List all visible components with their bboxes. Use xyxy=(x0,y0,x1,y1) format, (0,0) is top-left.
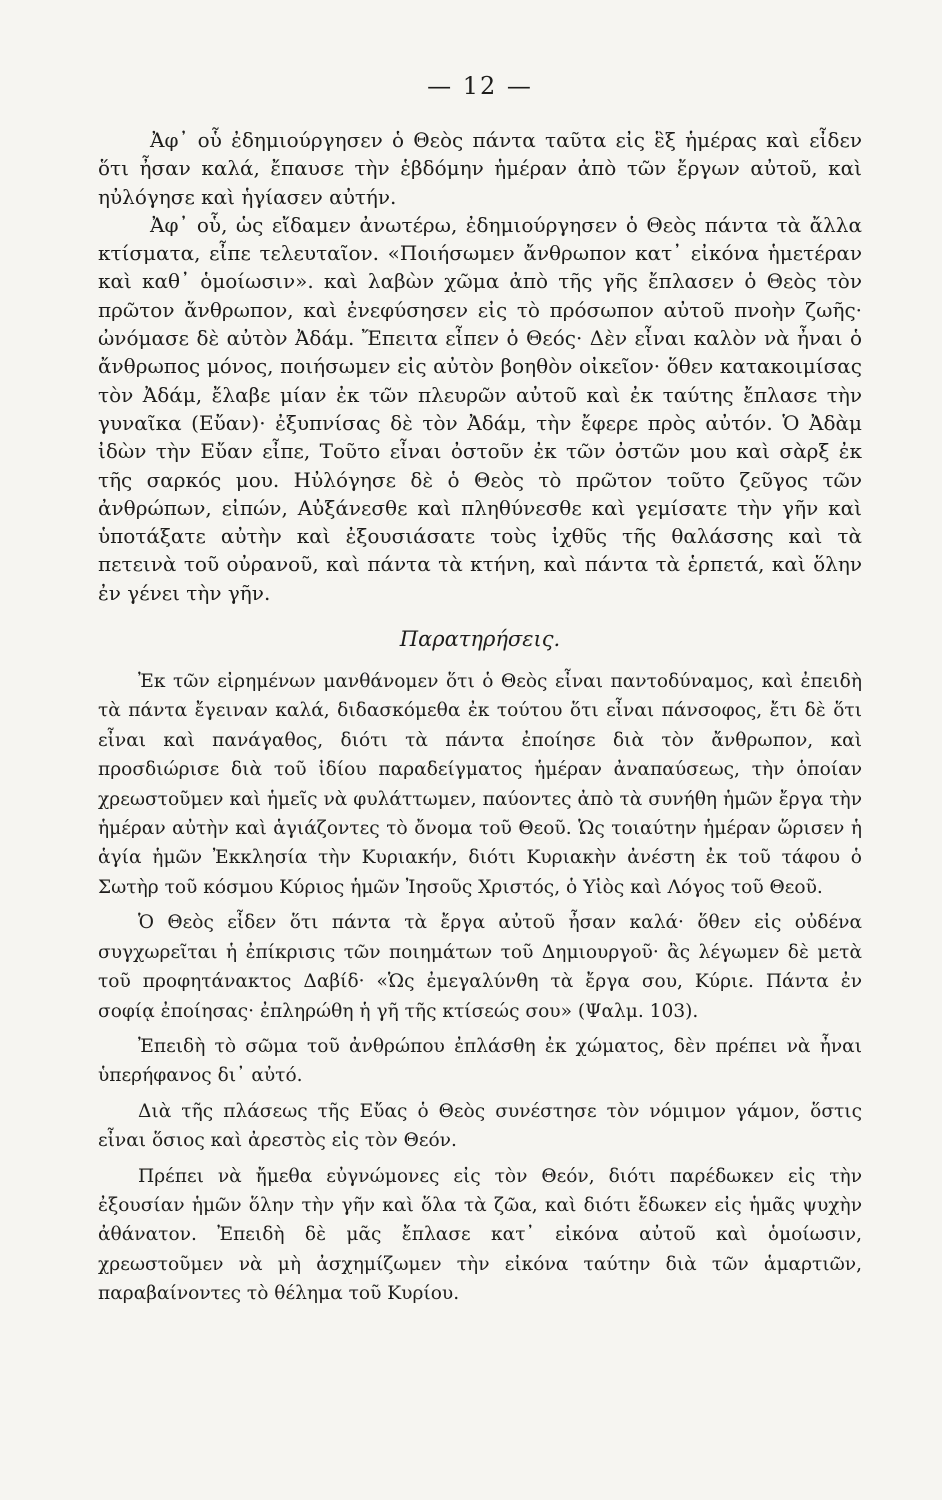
observation-paragraph: Ἐπειδὴ τὸ σῶμα τοῦ ἀνθρώπου ἐπλάσθη ἐκ χώματος, δὲν πρέπει νὰ ἦναι ὑπερήφανος δι᾽ αὐτό. xyxy=(98,1035,862,1087)
page-number: — 12 — xyxy=(427,72,533,100)
section-heading: Παρατηρήσεις. xyxy=(399,627,561,652)
observation-paragraph: Ἐκ τῶν εἰρημένων μανθάνομεν ὅτι ὁ Θεὸς εἶναι παντοδύναμος, καὶ ἐπειδὴ τὰ πάντα ἔγειναν καλά, διδασκόμεθα ἐκ τούτου ὅτι εἶναι πάνσοφος, ἔτι δὲ ὅτι εἶναι καὶ πανάγαθος, διότι τὰ πάντα ἐποίησε διὰ τὸν ἄνθρωπον, καὶ προσδιώρισε διὰ τοῦ ἰδίου παραδείγματος ἡμέραν ἀναπαύσεως, τὴν ὁποίαν χρεωστοῦμεν καὶ ἡμεῖς νὰ φυλάττωμεν, παύοντες ἀπὸ τὰ συνήθη ἡμῶν ἔργα τὴν ἡμέραν αὐτὴν καὶ ἁγιάζοντες τὸ ὄνομα τοῦ Θεοῦ. Ὡς τοιαύτην ἡμέραν ὥρισεν ἡ ἁγία ἡμῶν Ἐκκλησία τὴν Κυριακήν, διότι Κυριακὴν ἀνέστη ἐκ τοῦ τάφου ὁ Σωτὴρ τοῦ κόσμου Κύριος ἡμῶν Ἰησοῦς Χριστός, ὁ Υἱὸς καὶ Λόγος τοῦ Θεοῦ. xyxy=(98,671,862,898)
main-paragraph: Ἀφ᾽ οὗ, ὡς εἴδαμεν ἀνωτέρω, ἐδημιούργησεν ὁ Θεὸς πάντα τὰ ἄλλα κτίσματα, εἶπε τελευταῖον. «Ποιήσωμεν ἄνθρωπον κατ᾽ εἰκόνα ἡμετέραν καὶ καθ᾽ ὁμοίωσιν». καὶ λαβὼν χῶμα ἀπὸ τῆς γῆς ἔπλασεν ὁ Θεὸς τὸν πρῶτον ἄνθρωπον, καὶ ἐνεφύσησεν εἰς τὸ πρόσωπον αὐτοῦ πνοὴν ζωῆς· ὠνόμασε δὲ αὐτὸν Ἀδάμ. Ἔπειτα εἶπεν ὁ Θεός· Δὲν εἶναι καλὸν νὰ ἦναι ὁ ἄνθρωπος μόνος, ποιήσωμεν εἰς αὐτὸν βοηθὸν οἰκεῖον· ὅθεν κατακοιμίσας τὸν Ἀδάμ, ἔλαβε μίαν ἐκ τῶν πλευρῶν αὐτοῦ καὶ ἐκ ταύτης ἔπλασε τὴν γυναῖκα (Εὔαν)· ἐξυπνίσας δὲ τὸν Ἀδάμ, τὴν ἔφερε πρὸς αὐτόν. Ὁ Ἀδὰμ ἰδὼν τὴν Εὔαν εἶπε, Τοῦτο εἶναι ὀστοῦν ἐκ τῶν ὀστῶν μου καὶ σὰρξ ἐκ τῆς σαρκός μου. Ηὐλόγησε δὲ ὁ Θεὸς τὸ πρῶτον τοῦτο ζεῦγος τῶν ἀνθρώπων, εἰπών, Αὐξάνεσθε καὶ πληθύνεσθε καὶ γεμίσατε τὴν γῆν καὶ ὑποτάξατε αὐτὴν καὶ ἐξουσιάσατε τοὺς ἰχθῦς τῆς θαλάσσης καὶ τὰ πετεινὰ τοῦ οὐρανοῦ, καὶ πάντα τὰ κτήνη, καὶ πάντα τὰ ἑρπετά, καὶ ὅλην ἐν γένει τὴν γῆν. xyxy=(98,212,862,605)
main-paragraph: Ἀφ᾽ οὗ ἐδημιούργησεν ὁ Θεὸς πάντα ταῦτα εἰς ἓξ ἡμέρας καὶ εἶδεν ὅτι ἦσαν καλά, ἔπαυσε τὴν ἑβδόμην ἡμέραν ἀπὸ τῶν ἔργων αὐτοῦ, καὶ ηὐλόγησε καὶ ἡγίασεν αὐτήν. xyxy=(98,128,862,209)
observation-paragraph: Ὁ Θεὸς εἶδεν ὅτι πάντα τὰ ἔργα αὐτοῦ ἦσαν καλά· ὅθεν εἰς οὐδένα συγχωρεῖται ἡ ἐπίκρισις τῶν ποιημάτων τοῦ Δημιουργοῦ· ἂς λέγωμεν δὲ μετὰ τοῦ προφητάνακτος Δαβίδ· «Ὡς ἐμεγαλύνθη τὰ ἔργα σου, Κύριε. Πάντα ἐν σοφίᾳ ἐποίησας· ἐπληρώθη ἡ γῆ τῆς κτίσεώς σου» (Ψαλμ. 103). xyxy=(98,912,862,1022)
observation-paragraph: Πρέπει νὰ ἤμεθα εὐγνώμονες εἰς τὸν Θεόν, διότι παρέδωκεν εἰς τὴν ἐξουσίαν ἡμῶν ὅλην τὴν γῆν καὶ ὅλα τὰ ζῶα, καὶ διότι ἔδωκεν εἰς ἡμᾶς ψυχὴν ἀθάνατον. Ἐπειδὴ δὲ μᾶς ἔπλασε κατ᾽ εἰκόνα αὐτοῦ καὶ ὁμοίωσιν, χρεωστοῦμεν νὰ μὴ ἀσχημίζωμεν τὴν εἰκόνα ταύτην διὰ τῶν ἁμαρτιῶν, παραβαίνοντες τὸ θέλημα τοῦ Κυρίου. xyxy=(98,1165,862,1305)
observation-paragraph: Διὰ τῆς πλάσεως τῆς Εὔας ὁ Θεὸς συνέστησε τὸν νόμιμον γάμον, ὅστις εἶναι ὅσιος καὶ ἀρεστὸς εἰς τὸν Θεόν. xyxy=(98,1100,862,1152)
observations xyxy=(98,667,862,1309)
main-text xyxy=(98,126,862,607)
